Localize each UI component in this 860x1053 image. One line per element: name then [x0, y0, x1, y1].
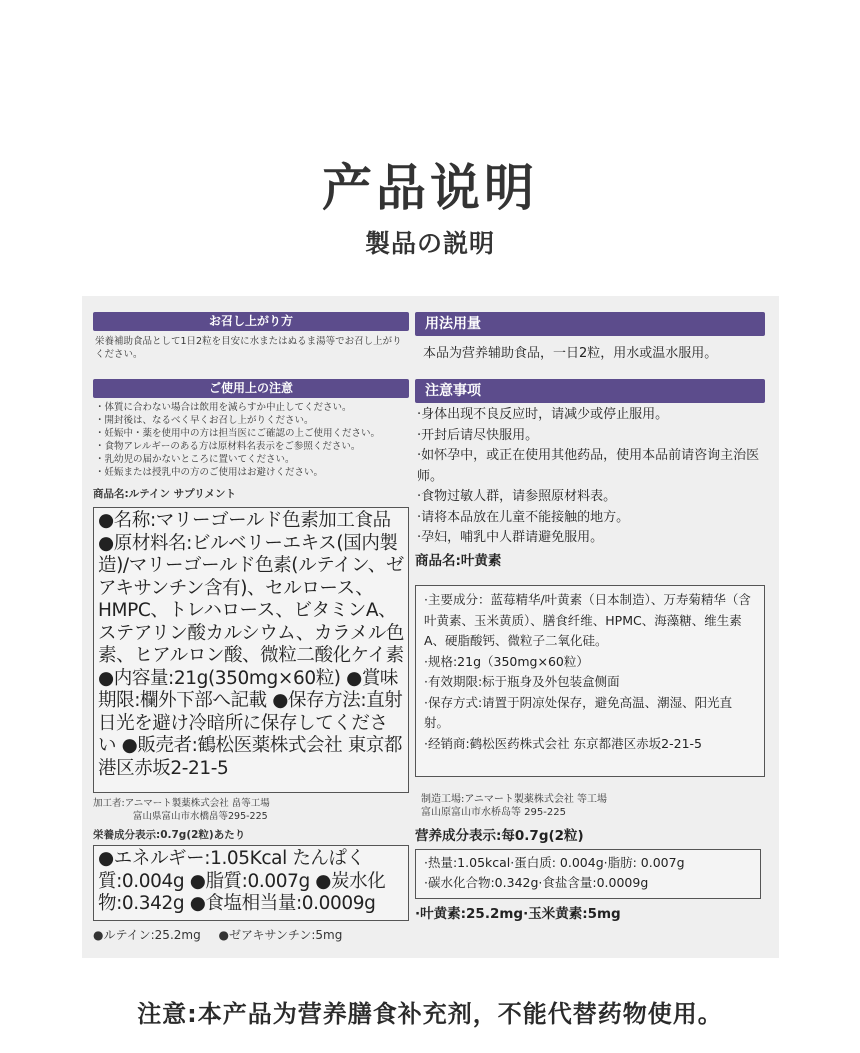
jp-extra-lutein: ●ルテイン:25.2mg: [93, 928, 201, 942]
cn-usage-text: 本品为营养辅助食品，一日2粒，用水或温水服用。: [423, 346, 718, 361]
jp-caution-list: [93, 398, 409, 479]
cn-nutrition-line: ·热量:1.05kcal·蛋白质: 0.004g·脂肪: 0.007g: [424, 854, 685, 870]
cn-caution-list: [415, 403, 765, 549]
cn-caution-item: ·如怀孕中，或正在使用其他药品，使用本品前请咨询主治医师。: [417, 448, 760, 484]
jp-nutrition-box: ●エネルギー:1.05Kcal たんぱく質:0.004g ●脂質:0.007g ●炭水化物:0.342g ●食塩相当量:0.0009g: [93, 845, 409, 921]
cn-info-item: ·有效期限:标于瓶身及外包装盒侧面: [424, 674, 620, 689]
jp-extra-row: [93, 926, 409, 943]
jp-caution-item: ・妊娠中・薬を使用中の方は担当医にご確認の上ご使用ください。: [95, 428, 381, 439]
cn-info-item: ·保存方式:请置于阴凉处保存，避免高温、潮湿、阳光直射。: [424, 694, 733, 730]
cn-caution-header: 注意事项: [415, 379, 765, 403]
jp-nutrition-title: 栄養成分表示:0.7g(2粒)あたり: [93, 829, 246, 841]
japanese-column: [93, 312, 409, 943]
cn-caution-item: ·身体出现不良反应时，请减少或停止服用。: [417, 407, 669, 422]
page-subtitle: 製品の説明: [364, 229, 495, 258]
cn-caution-item: ·请将本品放在儿童不能接触的地方。: [417, 509, 630, 525]
cn-extra: ·叶黄素:25.2mg·玉米黄素:5mg: [415, 905, 621, 922]
cn-nutrition-box: [415, 849, 761, 899]
jp-usage-text: 栄養補助食品として1日2粒を目安に水またはぬるま湯等でお召し上がりください。: [95, 336, 402, 360]
jp-extra-zeaxanthin: ●ゼアキサンチン:5mg: [218, 928, 343, 942]
cn-info-item: ·经销商:鹤松医药株式会社 东京都港区赤坂2-21-5: [424, 735, 702, 751]
jp-caution-item: ・食物アレルギーのある方は原材料名表示をご参照ください。: [95, 441, 361, 452]
jp-caution-item: ・開封後は、なるべく早くお召し上がりください。: [95, 415, 314, 426]
cn-caution-item: ·孕妇，哺乳中人群请避免服用。: [417, 530, 604, 545]
chinese-column: [415, 312, 765, 924]
jp-info-box: ●名称:マリーゴールド色素加工食品 ●原材料名:ビルベリーエキス(国内製造)/マリーゴールド色素(ルテイン、ゼアキサンチン含有)、セルロース、HMPC、トレハロース、ビタミンA、ステアリン酸カルシウム、カラメル色素、ヒアルロン酸、微粒二酸化ケイ素 ●内容量:21g(350mg×60粒) ●賞味期限:欄外下部へ記載 ●保存方法:直射日光を避け冷暗所に保存してください ●販売者:鶴松医薬株式会社 東京都港区赤坂2-21-5: [93, 507, 409, 793]
cn-maker-line1: 制造工場:アニマート製薬株式会社 等工場: [421, 794, 608, 805]
jp-maker-line2: 富山県富山市水橋畠等295-225: [133, 811, 268, 822]
cn-product-name: 商品名:叶黄素: [415, 552, 502, 569]
cn-usage-header: 用法用量: [415, 312, 765, 336]
cn-info-item: ·规格:21g（350mg×60粒）: [424, 653, 589, 669]
page-title: 产品说明: [322, 159, 538, 217]
cn-info-box: [415, 585, 765, 777]
footer-notice: 注意:本产品为营养膳食补充剂，不能代替药物使用。: [137, 1000, 723, 1028]
jp-maker-line1: 加工者:アニマート製薬株式会社 畠等工場: [93, 798, 270, 809]
jp-caution-item: ・乳幼児の届かないところに置いてください。: [95, 454, 295, 465]
cn-caution-item: ·食物过敏人群，请参照原材料表。: [417, 489, 617, 504]
cn-maker-line2: 富山原富山市水桥岛等 295-225: [421, 807, 566, 818]
jp-caution-item: ・妊娠または授乳中の方のご使用はお避けください。: [95, 467, 324, 478]
jp-caution-header: ご使用上の注意: [93, 379, 409, 398]
jp-product-name: 商品名:ルテイン サプリメント: [93, 488, 236, 500]
cn-nutrition-title: 营养成分表示:每0.7g(2粒): [415, 828, 584, 844]
jp-usage-header: お召し上がり方: [93, 312, 409, 331]
cn-info-item: ·主要成分：蓝莓精华/叶黄素（日本制造）、万寿菊精华（含叶黄素、玉米黄质）、膳食纤维、HPMC、海藻糖、维生素A、硬脂酸钙、微粒子二氧化硅。: [424, 592, 751, 648]
jp-caution-item: ・体質に合わない場合は飲用を減らすか中止してください。: [95, 402, 352, 413]
cn-nutrition-line: ·碳水化合物:0.342g·食盐含量:0.0009g: [424, 875, 649, 890]
cn-caution-item: ·开封后请尽快服用。: [417, 427, 539, 443]
